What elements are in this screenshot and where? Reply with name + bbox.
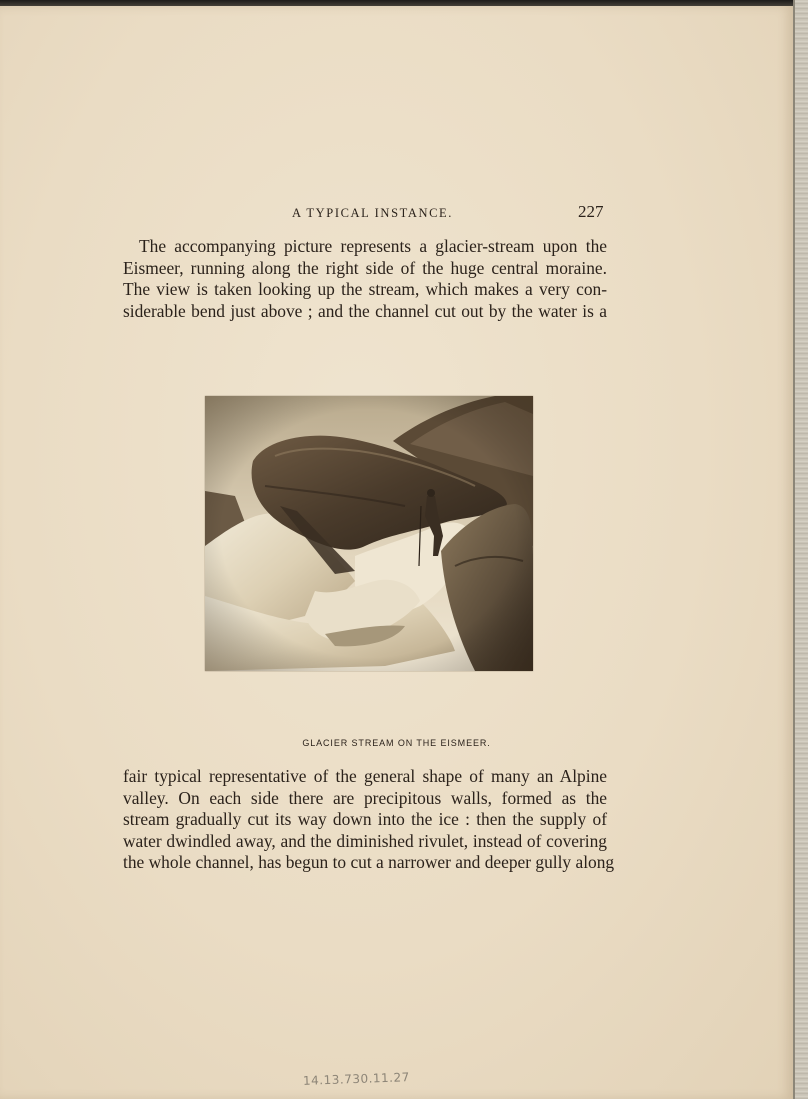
- glacier-photograph-image: [205, 396, 533, 671]
- book-page: [0, 6, 793, 1099]
- page-number: 227: [578, 202, 604, 221]
- paragraph-2-line: valley. On each side there are precipitous walls, formed as the: [123, 787, 607, 808]
- paragraph-1-line: The accompanying picture represents a glacier-stream upon the: [139, 236, 607, 256]
- book-spine-edge: [793, 0, 808, 1099]
- running-head: A TYPICAL INSTANCE.: [292, 206, 454, 220]
- paragraph-2-line: water dwindled away, and the diminished rivulet, instead of covering: [123, 830, 607, 851]
- handwritten-catalog-number: 14.13.730.11.27: [302, 1070, 410, 1088]
- paragraph-1-line: Eismeer, running along the right side of the huge central moraine.: [123, 257, 607, 278]
- paragraph-2-line: fair typical representative of the general shape of many an Alpine: [123, 766, 607, 786]
- paragraph-2: [123, 766, 615, 874]
- paragraph-2-line: stream gradually cut its way down into the ice : then the supply of: [123, 809, 607, 830]
- plate-caption: GLACIER STREAM ON THE EISMEER.: [302, 738, 491, 748]
- paragraph-1: [123, 236, 607, 322]
- paragraph-1-line: The view is taken looking up the stream, which makes a very con-: [123, 279, 607, 300]
- glacier-photograph: [205, 396, 533, 671]
- paragraph-1-line: siderable bend just above ; and the channel cut out by the water is a: [123, 300, 607, 321]
- paragraph-2-line: the whole channel, has begun to cut a narrower and deeper gully along: [123, 852, 615, 873]
